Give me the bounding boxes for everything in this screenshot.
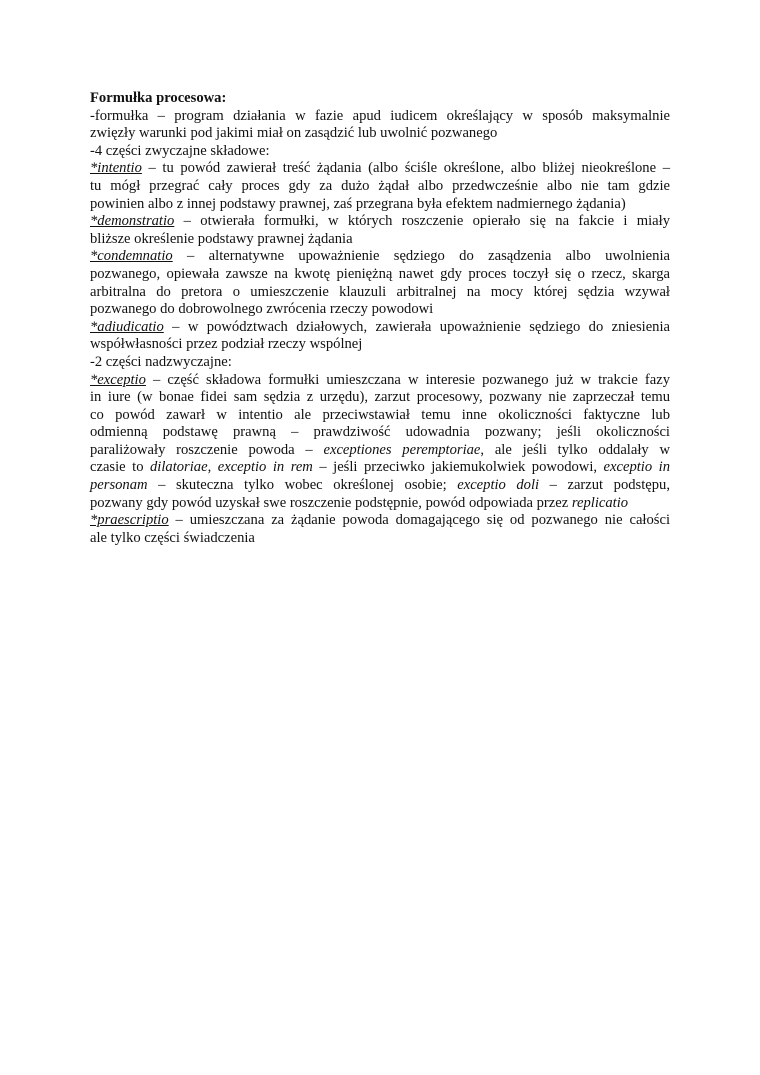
intentio-line-1: *intentio – tu powód zawierał treść żądania (albo ściśle określone, albo bliżej nieokreślone – <box>90 160 670 177</box>
praescriptio-term: *praescriptio <box>90 512 169 529</box>
exceptio-line-3: co powód zawarł w intentio ale przeciwstawiał temu inne okoliczności faktyczne lub <box>90 406 670 423</box>
exceptio-line-8: pozwany gdy powód uzyskał swe roszczenie podstępnie, powód odpowiada przez replicatio <box>90 494 629 511</box>
condemnatio-line-3: arbitralna do pretora o umieszczenie klauzuli arbitralnej na mocy której sędzia wzywał <box>90 283 670 300</box>
document-title: Formułka procesowa: <box>90 90 227 106</box>
intentio-line-2: tu mógł przegrać cały proces gdy za dużo żądał albo przedwcześnie albo nie tam gdzie <box>90 177 670 194</box>
ordinary-parts-heading: -4 części zwyczajne składowe: <box>90 142 270 159</box>
exceptio-line-1: *exceptio – część składowa formułki umieszczana w interesie pozwanego już w trakcie fazy <box>90 371 670 388</box>
exceptio-term: *exceptio <box>90 371 146 388</box>
document-page <box>90 90 670 547</box>
exceptio-line-2: in iure (w bonae fidei sam sędzia z urzędu), zarzut procesowy, pozwany nie zaprzeczał temu <box>90 389 670 406</box>
intentio-line-3: powinien albo z innej podstawy prawnej, zaś przegrana była efektem nadmiernego żądania) <box>90 195 626 212</box>
intentio-term: *intentio <box>90 160 142 177</box>
adiudicatio-term: *adiudicatio <box>90 318 164 335</box>
demonstratio-term: *demonstratio <box>90 213 175 230</box>
condemnatio-line-2: pozwanego, opiewała zawsze na kwotę pieniężną nawet gdy proces toczył się o rzecz, skarga <box>90 265 670 282</box>
praescriptio-line-1: *praescriptio – umieszczana za żądanie powoda domagającego się od pozwanego nie całości <box>90 512 670 529</box>
condemnatio-line-4: pozwanego do dobrowolnego zwrócenia rzeczy powodowi <box>90 301 434 318</box>
intro-line-2: zwięzły warunki pod jakimi miał on zasądzić lub uwolnić pozwanego <box>90 125 498 142</box>
demonstratio-line-2: bliższe określenie podstawy prawnej żądania <box>90 230 353 247</box>
intro-line-1: -formułka – program działania w fazie apud iudicem określający w sposób maksymalnie <box>90 107 670 124</box>
demonstratio-line-1: *demonstratio – otwierała formułki, w których roszczenie opierało się na fakcie i miały <box>90 213 670 230</box>
exceptio-line-7: personam – skuteczna tylko wobec określonej osobie; exceptio doli – zarzut podstępu, <box>90 477 670 494</box>
exceptio-line-6: czasie to dilatoriae, exceptio in rem – jeśli przeciwko jakiemukolwiek powodowi, exceptio in <box>90 459 671 476</box>
exceptio-line-4: odmienną podstawę prawną – prawdziwość udowadnia pozwany; jeśli okoliczności <box>90 424 670 441</box>
condemnatio-term: *condemnatio <box>90 248 173 265</box>
praescriptio-line-2: ale tylko części świadczenia <box>90 529 255 546</box>
exceptio-line-5: paraliżowały roszczenie powoda – exceptiones peremptoriae, ale jeśli tylko oddalały w <box>90 441 670 458</box>
adiudicatio-line-2: współwłasności przez podział rzeczy wspólnej <box>90 336 363 353</box>
adiudicatio-line-1: *adiudicatio – w powództwach działowych, zawierała upoważnienie sędziego do zniesienia <box>90 318 670 335</box>
extraordinary-parts-heading: -2 części nadzwyczajne: <box>90 353 232 370</box>
condemnatio-line-1: *condemnatio – alternatywne upoważnienie sędziego do zasądzenia albo uwolnienia <box>90 248 670 265</box>
